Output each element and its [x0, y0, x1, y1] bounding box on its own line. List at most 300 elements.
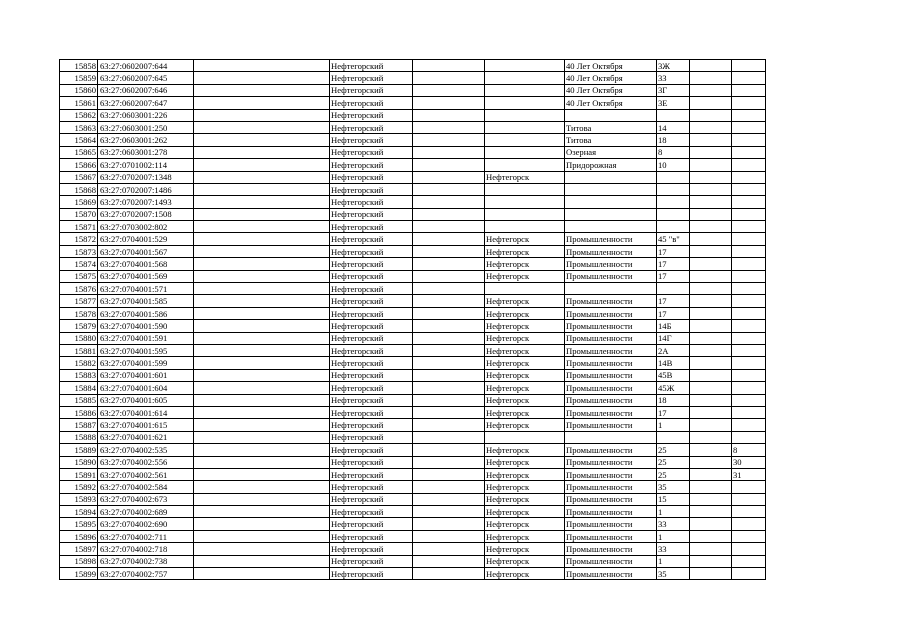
district-cell: Нефтегорский — [330, 72, 413, 84]
building-cell — [732, 72, 766, 84]
building-cell — [732, 97, 766, 109]
empty-cell — [194, 468, 330, 480]
street-cell: Промышленности — [565, 320, 657, 332]
row-number-cell: 15881 — [60, 344, 98, 356]
empty-cell — [690, 134, 732, 146]
street-cell: Промышленности — [565, 456, 657, 468]
building-cell — [732, 221, 766, 233]
house-cell: 3З — [657, 72, 690, 84]
table-row — [60, 357, 766, 369]
building-cell: 8 — [732, 444, 766, 456]
empty-cell — [413, 456, 485, 468]
building-cell — [732, 382, 766, 394]
house-cell — [657, 109, 690, 121]
empty-cell — [194, 97, 330, 109]
empty-cell — [413, 555, 485, 567]
empty-cell — [690, 221, 732, 233]
building-cell — [732, 394, 766, 406]
empty-cell — [690, 444, 732, 456]
street-cell: Промышленности — [565, 493, 657, 505]
district-cell: Нефтегорский — [330, 506, 413, 518]
street-cell — [565, 171, 657, 183]
house-cell: 25 — [657, 456, 690, 468]
empty-cell — [194, 444, 330, 456]
row-number-cell: 15899 — [60, 568, 98, 580]
table-row — [60, 431, 766, 443]
cadastral-number-cell: 63:27:0704001:568 — [98, 258, 194, 270]
district-cell: Нефтегорский — [330, 568, 413, 580]
empty-cell — [690, 431, 732, 443]
district-cell: Нефтегорский — [330, 456, 413, 468]
empty-cell — [194, 233, 330, 245]
house-cell: 14 — [657, 121, 690, 133]
table-row — [60, 159, 766, 171]
district-cell: Нефтегорский — [330, 394, 413, 406]
empty-cell — [413, 270, 485, 282]
building-cell — [732, 568, 766, 580]
empty-cell — [413, 295, 485, 307]
empty-cell — [413, 233, 485, 245]
street-cell — [565, 221, 657, 233]
cadastral-number-cell: 63:27:0602007:645 — [98, 72, 194, 84]
row-number-cell: 15880 — [60, 332, 98, 344]
building-cell — [732, 431, 766, 443]
cadastral-number-cell: 63:27:0704001:615 — [98, 419, 194, 431]
house-cell: 17 — [657, 307, 690, 319]
street-cell: Промышленности — [565, 555, 657, 567]
house-cell: 3Е — [657, 97, 690, 109]
district-cell: Нефтегорский — [330, 344, 413, 356]
row-number-cell: 15892 — [60, 481, 98, 493]
empty-cell — [194, 134, 330, 146]
empty-cell — [413, 258, 485, 270]
street-cell: Промышленности — [565, 419, 657, 431]
street-cell: Промышленности — [565, 332, 657, 344]
empty-cell — [413, 245, 485, 257]
street-cell — [565, 183, 657, 195]
cadastral-number-cell: 63:27:0704002:535 — [98, 444, 194, 456]
empty-cell — [413, 357, 485, 369]
cadastral-number-cell: 63:27:0704001:614 — [98, 406, 194, 418]
house-cell — [657, 221, 690, 233]
building-cell — [732, 146, 766, 158]
building-cell — [732, 506, 766, 518]
empty-cell — [194, 159, 330, 171]
empty-cell — [194, 543, 330, 555]
locality-cell: Нефтегорск — [485, 332, 565, 344]
cadastral-register-table — [59, 59, 766, 580]
cadastral-number-cell: 63:27:0603001:226 — [98, 109, 194, 121]
street-cell: Промышленности — [565, 258, 657, 270]
locality-cell — [485, 146, 565, 158]
table-row — [60, 233, 766, 245]
empty-cell — [690, 357, 732, 369]
street-cell: Промышленности — [565, 245, 657, 257]
district-cell: Нефтегорский — [330, 543, 413, 555]
district-cell: Нефтегорский — [330, 320, 413, 332]
cadastral-number-cell: 63:27:0602007:644 — [98, 60, 194, 72]
empty-cell — [413, 419, 485, 431]
empty-cell — [690, 382, 732, 394]
street-cell: Промышленности — [565, 468, 657, 480]
table-row — [60, 456, 766, 468]
cadastral-number-cell: 63:27:0704002:584 — [98, 481, 194, 493]
house-cell: 17 — [657, 295, 690, 307]
street-cell: Промышленности — [565, 481, 657, 493]
house-cell: 8 — [657, 146, 690, 158]
empty-cell — [690, 344, 732, 356]
locality-cell: Нефтегорск — [485, 344, 565, 356]
row-number-cell: 15866 — [60, 159, 98, 171]
locality-cell: Нефтегорск — [485, 258, 565, 270]
street-cell: Промышленности — [565, 233, 657, 245]
house-cell: 1 — [657, 555, 690, 567]
building-cell — [732, 183, 766, 195]
table-row — [60, 543, 766, 555]
row-number-cell: 15882 — [60, 357, 98, 369]
district-cell: Нефтегорский — [330, 159, 413, 171]
empty-cell — [690, 530, 732, 542]
house-cell: 17 — [657, 270, 690, 282]
building-cell — [732, 357, 766, 369]
building-cell — [732, 109, 766, 121]
locality-cell: Нефтегорск — [485, 493, 565, 505]
district-cell: Нефтегорский — [330, 444, 413, 456]
row-number-cell: 15897 — [60, 543, 98, 555]
locality-cell: Нефтегорск — [485, 506, 565, 518]
empty-cell — [194, 270, 330, 282]
empty-cell — [413, 146, 485, 158]
district-cell: Нефтегорский — [330, 468, 413, 480]
locality-cell: Нефтегорск — [485, 481, 565, 493]
empty-cell — [413, 369, 485, 381]
empty-cell — [413, 283, 485, 295]
empty-cell — [413, 518, 485, 530]
district-cell: Нефтегорский — [330, 270, 413, 282]
empty-cell — [690, 320, 732, 332]
locality-cell: Нефтегорск — [485, 568, 565, 580]
street-cell: Промышленности — [565, 406, 657, 418]
cadastral-number-cell: 63:27:0704002:673 — [98, 493, 194, 505]
empty-cell — [413, 382, 485, 394]
table-row — [60, 444, 766, 456]
district-cell: Нефтегорский — [330, 60, 413, 72]
empty-cell — [413, 481, 485, 493]
empty-cell — [194, 183, 330, 195]
building-cell — [732, 419, 766, 431]
locality-cell: Нефтегорск — [485, 245, 565, 257]
table-row — [60, 97, 766, 109]
cadastral-number-cell: 63:27:0704001:590 — [98, 320, 194, 332]
empty-cell — [690, 394, 732, 406]
cadastral-number-cell: 63:27:0704001:621 — [98, 431, 194, 443]
empty-cell — [690, 468, 732, 480]
empty-cell — [690, 121, 732, 133]
locality-cell — [485, 60, 565, 72]
empty-cell — [194, 84, 330, 96]
street-cell: Титова — [565, 121, 657, 133]
table-row — [60, 171, 766, 183]
empty-cell — [413, 109, 485, 121]
empty-cell — [690, 283, 732, 295]
empty-cell — [690, 543, 732, 555]
empty-cell — [413, 97, 485, 109]
cadastral-number-cell: 63:27:0704002:757 — [98, 568, 194, 580]
empty-cell — [194, 72, 330, 84]
empty-cell — [194, 481, 330, 493]
building-cell — [732, 493, 766, 505]
table-row — [60, 493, 766, 505]
district-cell: Нефтегорский — [330, 171, 413, 183]
cadastral-number-cell: 63:27:0704001:601 — [98, 369, 194, 381]
house-cell — [657, 196, 690, 208]
empty-cell — [194, 258, 330, 270]
district-cell: Нефтегорский — [330, 84, 413, 96]
empty-cell — [194, 344, 330, 356]
locality-cell: Нефтегорск — [485, 394, 565, 406]
empty-cell — [690, 159, 732, 171]
house-cell: 14В — [657, 357, 690, 369]
cadastral-number-cell: 63:27:0602007:646 — [98, 84, 194, 96]
empty-cell — [413, 444, 485, 456]
district-cell: Нефтегорский — [330, 283, 413, 295]
street-cell: Промышленности — [565, 270, 657, 282]
cadastral-number-cell: 63:27:0603001:262 — [98, 134, 194, 146]
row-number-cell: 15860 — [60, 84, 98, 96]
street-cell — [565, 109, 657, 121]
empty-cell — [413, 183, 485, 195]
locality-cell — [485, 97, 565, 109]
table-row — [60, 369, 766, 381]
district-cell: Нефтегорский — [330, 369, 413, 381]
row-number-cell: 15895 — [60, 518, 98, 530]
house-cell — [657, 431, 690, 443]
house-cell: 15 — [657, 493, 690, 505]
house-cell: 17 — [657, 245, 690, 257]
house-cell: 35 — [657, 481, 690, 493]
street-cell: Промышленности — [565, 295, 657, 307]
house-cell: 33 — [657, 543, 690, 555]
row-number-cell: 15890 — [60, 456, 98, 468]
empty-cell — [690, 109, 732, 121]
district-cell: Нефтегорский — [330, 121, 413, 133]
empty-cell — [413, 344, 485, 356]
empty-cell — [690, 258, 732, 270]
house-cell: 1 — [657, 506, 690, 518]
empty-cell — [413, 468, 485, 480]
empty-cell — [690, 183, 732, 195]
street-cell: Промышленности — [565, 530, 657, 542]
cadastral-number-cell: 63:27:0704001:585 — [98, 295, 194, 307]
district-cell: Нефтегорский — [330, 258, 413, 270]
locality-cell — [485, 183, 565, 195]
empty-cell — [690, 518, 732, 530]
building-cell — [732, 555, 766, 567]
table-row — [60, 419, 766, 431]
house-cell: 14Г — [657, 332, 690, 344]
table-row — [60, 221, 766, 233]
table-row — [60, 245, 766, 257]
locality-cell: Нефтегорск — [485, 233, 565, 245]
house-cell — [657, 283, 690, 295]
locality-cell — [485, 221, 565, 233]
building-cell — [732, 332, 766, 344]
empty-cell — [690, 506, 732, 518]
district-cell: Нефтегорский — [330, 518, 413, 530]
cadastral-number-cell: 63:27:0704001:567 — [98, 245, 194, 257]
street-cell: Озерная — [565, 146, 657, 158]
table-row — [60, 468, 766, 480]
street-cell: 40 Лет Октября — [565, 72, 657, 84]
street-cell: Промышленности — [565, 543, 657, 555]
empty-cell — [194, 307, 330, 319]
empty-cell — [690, 146, 732, 158]
empty-cell — [413, 332, 485, 344]
house-cell: 17 — [657, 406, 690, 418]
cadastral-number-cell: 63:27:0704002:711 — [98, 530, 194, 542]
locality-cell: Нефтегорск — [485, 530, 565, 542]
empty-cell — [690, 270, 732, 282]
table-row — [60, 332, 766, 344]
district-cell: Нефтегорский — [330, 134, 413, 146]
house-cell — [657, 183, 690, 195]
locality-cell — [485, 159, 565, 171]
empty-cell — [194, 357, 330, 369]
empty-cell — [194, 568, 330, 580]
table-row — [60, 530, 766, 542]
building-cell — [732, 543, 766, 555]
cadastral-number-cell: 63:27:0602007:647 — [98, 97, 194, 109]
table-row — [60, 208, 766, 220]
building-cell — [732, 481, 766, 493]
table-row — [60, 307, 766, 319]
empty-cell — [690, 72, 732, 84]
building-cell — [732, 295, 766, 307]
empty-cell — [413, 431, 485, 443]
empty-cell — [690, 555, 732, 567]
street-cell: 40 Лет Октября — [565, 97, 657, 109]
empty-cell — [413, 307, 485, 319]
locality-cell: Нефтегорск — [485, 295, 565, 307]
row-number-cell: 15886 — [60, 406, 98, 418]
row-number-cell: 15885 — [60, 394, 98, 406]
empty-cell — [413, 72, 485, 84]
house-cell: 35 — [657, 568, 690, 580]
house-cell: 1 — [657, 530, 690, 542]
district-cell: Нефтегорский — [330, 382, 413, 394]
row-number-cell: 15893 — [60, 493, 98, 505]
row-number-cell: 15896 — [60, 530, 98, 542]
street-cell: Промышленности — [565, 369, 657, 381]
empty-cell — [194, 419, 330, 431]
locality-cell: Нефтегорск — [485, 444, 565, 456]
locality-cell — [485, 431, 565, 443]
empty-cell — [413, 60, 485, 72]
row-number-cell: 15861 — [60, 97, 98, 109]
building-cell — [732, 196, 766, 208]
house-cell: 45Ж — [657, 382, 690, 394]
locality-cell: Нефтегорск — [485, 382, 565, 394]
table-row — [60, 295, 766, 307]
table-row — [60, 196, 766, 208]
district-cell: Нефтегорский — [330, 221, 413, 233]
table-row — [60, 506, 766, 518]
row-number-cell: 15889 — [60, 444, 98, 456]
street-cell — [565, 208, 657, 220]
empty-cell — [194, 382, 330, 394]
empty-cell — [413, 493, 485, 505]
street-cell: Промышленности — [565, 344, 657, 356]
empty-cell — [413, 208, 485, 220]
district-cell: Нефтегорский — [330, 555, 413, 567]
cadastral-number-cell: 63:27:0704001:569 — [98, 270, 194, 282]
empty-cell — [690, 171, 732, 183]
house-cell: 3Г — [657, 84, 690, 96]
empty-cell — [690, 208, 732, 220]
empty-cell — [690, 481, 732, 493]
empty-cell — [413, 543, 485, 555]
row-number-cell: 15874 — [60, 258, 98, 270]
house-cell: 14Б — [657, 320, 690, 332]
empty-cell — [413, 394, 485, 406]
table-row — [60, 146, 766, 158]
house-cell: 2А — [657, 344, 690, 356]
cadastral-number-cell: 63:27:0704002:561 — [98, 468, 194, 480]
table-row — [60, 60, 766, 72]
street-cell: Промышленности — [565, 568, 657, 580]
table-row — [60, 84, 766, 96]
locality-cell: Нефтегорск — [485, 406, 565, 418]
row-number-cell: 15873 — [60, 245, 98, 257]
locality-cell: Нефтегорск — [485, 171, 565, 183]
empty-cell — [690, 568, 732, 580]
table-body — [60, 60, 766, 580]
empty-cell — [194, 530, 330, 542]
row-number-cell: 15887 — [60, 419, 98, 431]
house-cell: 45В — [657, 369, 690, 381]
empty-cell — [690, 196, 732, 208]
cadastral-number-cell: 63:27:0704002:690 — [98, 518, 194, 530]
building-cell — [732, 320, 766, 332]
locality-cell — [485, 121, 565, 133]
row-number-cell: 15872 — [60, 233, 98, 245]
empty-cell — [194, 406, 330, 418]
street-cell: Промышленности — [565, 518, 657, 530]
cadastral-number-cell: 63:27:0704001:586 — [98, 307, 194, 319]
empty-cell — [194, 431, 330, 443]
cadastral-number-cell: 63:27:0704001:571 — [98, 283, 194, 295]
locality-cell — [485, 109, 565, 121]
table-row — [60, 121, 766, 133]
house-cell: 33 — [657, 518, 690, 530]
table-row — [60, 134, 766, 146]
row-number-cell: 15870 — [60, 208, 98, 220]
row-number-cell: 15868 — [60, 183, 98, 195]
district-cell: Нефтегорский — [330, 406, 413, 418]
empty-cell — [194, 332, 330, 344]
building-cell — [732, 530, 766, 542]
empty-cell — [690, 493, 732, 505]
table-row — [60, 481, 766, 493]
street-cell — [565, 431, 657, 443]
cadastral-number-cell: 63:27:0603001:278 — [98, 146, 194, 158]
locality-cell: Нефтегорск — [485, 555, 565, 567]
empty-cell — [194, 555, 330, 567]
cadastral-number-cell: 63:27:0703002:802 — [98, 221, 194, 233]
empty-cell — [194, 506, 330, 518]
empty-cell — [690, 456, 732, 468]
empty-cell — [194, 295, 330, 307]
